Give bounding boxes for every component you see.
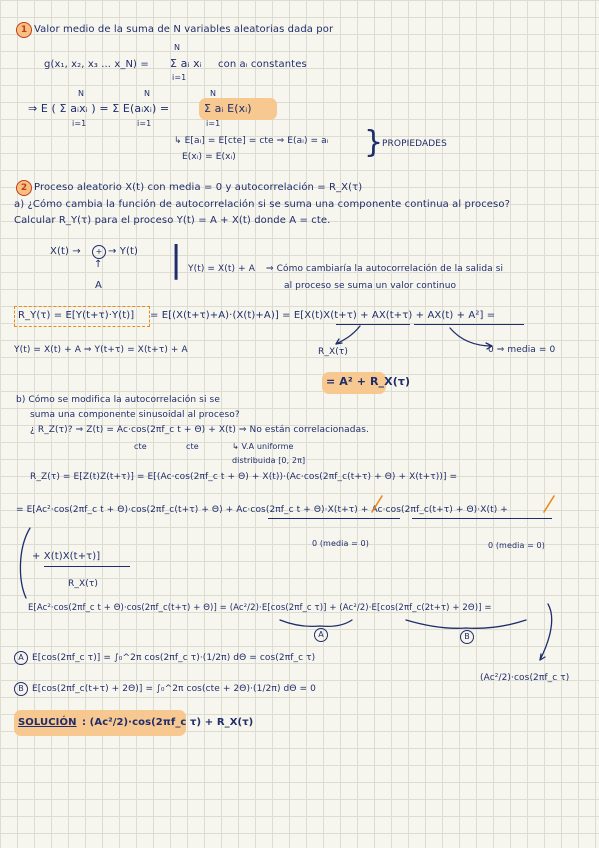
- yt-definition: Y(t) = X(t) + A: [188, 264, 255, 274]
- underline-xx-term: [336, 324, 410, 325]
- uniform-note-2: distribuida [0, 2π]: [232, 456, 306, 465]
- property-line-2: E(xᵢ) = E(xᵢ): [182, 152, 236, 162]
- question-b-line-3: ¿ R_Z(τ)? ⇒ Z(t) = Ac·cos(2πf_c t + Θ) + X(t) ⇒ No están correlacionadas.: [30, 425, 369, 435]
- property-line-1: ↳ E[aᵢ] = E[cte] = cte ⇒ E(aᵢ) = aᵢ: [174, 136, 329, 146]
- integral-a: E[cos(2πf_c τ)] = ∫₀^2π cos(2πf_c τ)·(1/2π) dΘ = cos(2πf_c τ): [32, 653, 316, 663]
- section2-title: Proceso aleatorio X(t) con media = 0 y autocorrelación = R_X(τ): [34, 182, 363, 193]
- yt-note-line-1: ⇒ Cómo cambiaría la autocorrelación de la salida si: [266, 264, 504, 274]
- expectation-equation: ⇒ E ( Σ aᵢxᵢ ) = Σ E(aᵢxᵢ) =: [28, 102, 170, 115]
- answer-a: = A² + R_X(τ): [326, 375, 411, 388]
- eq-top-limit-3: N: [210, 89, 217, 98]
- function-definition-note: con aᵢ constantes: [218, 59, 307, 70]
- label-a-icon: A: [314, 628, 328, 642]
- integral-b: E[cos(2πf_c(t+τ) + 2Θ)] = ∫₀^2π cos(cte + 2Θ)·(1/2π) dΘ = 0: [32, 684, 316, 694]
- rz-expansion: = E[Ac²·cos(2πf_c t + Θ)·cos(2πf_c(t+τ) + Θ) + Ac·cos(2πf_c t + Θ)·X(t+τ) + Ac·cos(2πf_c(t+τ) + Θ)·X(t) +: [16, 505, 508, 515]
- ry-definition-boxed: R_Y(τ) = E[Y(t+τ)·Y(t)]: [18, 310, 135, 321]
- function-definition-lhs: g(x₁, x₂, x₃ ... x_N) =: [44, 59, 149, 70]
- question-b-line-2: suma una componente sinusoidal al proceso?: [30, 410, 240, 420]
- uniform-note-1: ↳ V.A uniforme: [232, 442, 294, 451]
- ry-expansion: = E[(X(t+τ)+A)·(X(t)+A)] = E[X(t)X(t+τ) + AX(t+τ) + AX(t) + A²] =: [150, 310, 496, 321]
- question-a-line-1: a) ¿Cómo cambia la función de autocorrelación si se suma una componente continua al proceso?: [14, 199, 510, 210]
- side-result: (Ac²/2)·cos(2πf_c τ): [480, 673, 570, 683]
- yt-shift: Y(t) = X(t) + A ⇒ Y(t+τ) = X(t+τ) + A: [14, 345, 188, 355]
- properties-label: PROPIEDADES: [382, 139, 447, 149]
- zero-mean-label: 0 ⇒ media = 0: [488, 345, 556, 355]
- underline-cross-term-b: [412, 518, 552, 519]
- eq-bottom-limit-1: i=1: [72, 119, 87, 128]
- underline-zero-terms: [414, 324, 524, 325]
- function-definition-sum: Σ aᵢ xᵢ: [170, 57, 202, 70]
- zero-mean-note-a: 0 (media = 0): [312, 539, 369, 548]
- xx-term: + X(t)X(t+τ)]: [32, 551, 101, 562]
- question-a-line-2: Calcular R_Y(τ) para el proceso Y(t) = A + X(t) donde A = cte.: [14, 215, 331, 226]
- diagram-arrow-up-icon: ↑: [94, 259, 103, 270]
- sum-top-limit: N: [174, 43, 181, 52]
- sum-bottom-limit: i=1: [172, 73, 187, 82]
- underline-cross-term-a: [268, 518, 400, 519]
- question-b-line-1: b) Cómo se modifica la autocorrelación si se: [16, 395, 220, 405]
- yt-note-line-2: al proceso se suma un valor continuo: [284, 281, 457, 291]
- rx-label-b: R_X(τ): [68, 579, 98, 589]
- brace-icon: }: [364, 125, 384, 160]
- solution-label: SOLUCIÓN: [18, 717, 77, 728]
- section-number-2: 2: [16, 180, 32, 196]
- eq-bottom-limit-2: i=1: [137, 119, 152, 128]
- expectation-result: Σ aᵢ E(xᵢ): [204, 102, 252, 115]
- section1-title: Valor medio de la suma de N variables aleatorias dada por: [34, 24, 334, 35]
- eq-bottom-limit-3: i=1: [206, 119, 221, 128]
- label-b-icon: B: [460, 630, 474, 644]
- cte-label-1: cte: [134, 442, 147, 451]
- diagram-input-a: A: [95, 280, 102, 291]
- eq-top-limit-1: N: [78, 89, 85, 98]
- diagram-output-y: → Y(t): [108, 246, 138, 257]
- label-b-marker: B: [14, 682, 28, 696]
- rz-definition: R_Z(τ) = E[Z(t)Z(t+τ)] = E[(Ac·cos(2πf_c t + Θ) + X(t))·(Ac·cos(2πf_c(t+τ) + Θ) + X(t+τ))] =: [30, 472, 458, 482]
- summing-node-icon: +: [92, 245, 106, 259]
- solution-text: : (Ac²/2)·cos(2πf_c τ) + R_X(τ): [82, 717, 254, 728]
- label-a-marker: A: [14, 651, 28, 665]
- underline-xx: [44, 566, 130, 567]
- cte-label-2: cte: [186, 442, 199, 451]
- rx-label-a: R_X(τ): [318, 347, 348, 357]
- zero-mean-note-b: 0 (media = 0): [488, 541, 545, 550]
- eq-top-limit-2: N: [144, 89, 151, 98]
- diagram-input-x: X(t) →: [50, 246, 81, 257]
- section-number-1: 1: [16, 22, 32, 38]
- vertical-bar-icon: |: [170, 239, 183, 280]
- split-expansion: E[Ac²·cos(2πf_c t + Θ)·cos(2πf_c(t+τ) + Θ)] = (Ac²/2)·E[cos(2πf_c τ)] + (Ac²/2)·E[cos(2πf_c(2t+τ) + 2Θ)] =: [28, 603, 492, 613]
